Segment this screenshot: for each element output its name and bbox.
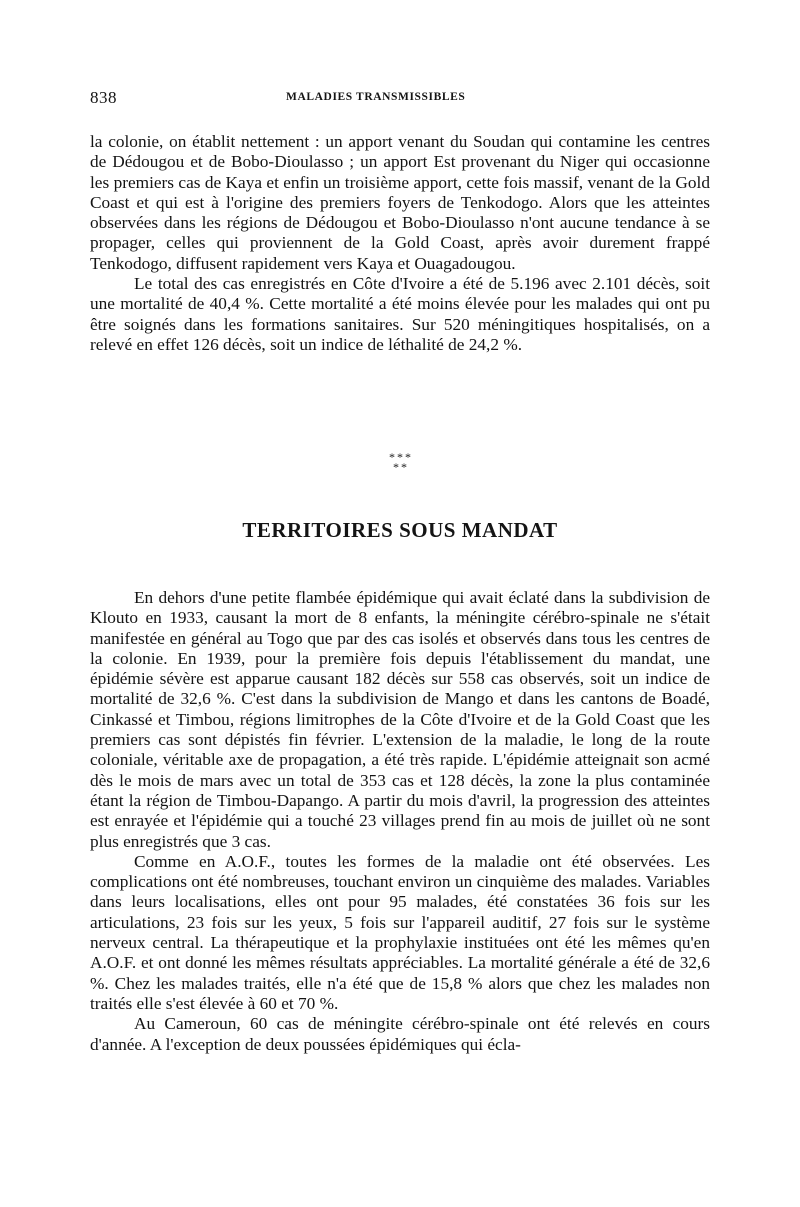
section-text-block [90, 588, 710, 1055]
continued-text-block [90, 132, 710, 355]
paragraph-colonie-apports: la colonie, on établit nettement : un apport venant du Soudan qui contamine les centres de Dédougou et de Bobo-Dioulasso ; un apport Est provenant du Niger qui occasionne les premiers cas de Kaya et enfin un troisième apport, cette fois massif, venant de la Gold Coast et qui est à l'origine des premiers foyers de Tenkodogo. Alors que les atteintes observées dans les régions de Dédougou et Bobo-Dioulasso n'ont aucune tendance à se propager, celles qui proviennent de la Gold Coast, après avoir durement frappé Tenkodogo, diffusent rapidement vers Kaya et Ouagadougou. [90, 132, 710, 273]
running-title: MALADIES TRANSMISSIBLES [286, 91, 466, 103]
asterism-ornament [384, 452, 418, 482]
asterism-bottom-row: ** [393, 460, 409, 474]
paragraph-togo-epidemie: En dehors d'une petite flambée épidémique qui avait éclaté dans la subdivision de Klouto en 1933, causant la mort de 8 enfants, la méningite cérébro-spinale ne s'était manifestée en général au Togo que par des cas isolés et observés dans tous les centres de la colonie. En 1939, pour la première fois depuis l'établissement du mandat, une épidémie sévère est apparue causant 182 décès sur 558 cas observés, soit un indice de mortalité de 32,6 %. C'est dans la subdivision de Mango et dans les cantons de Boadé, Cinkassé et Timbou, régions limitrophes de la Côte d'Ivoire et de la Gold Coast que les premiers cas sont dépistés fin février. L'extension de la maladie, le long de la route coloniale, véritable axe de propagation, a été très rapide. L'épidémie atteignait son acmé dès le mois de mars avec un total de 353 cas et 128 décès, la zone la plus contaminée étant la région de Timbou-Dapango. A partir du mois d'avril, la progression des atteintes est enrayée et l'épidémie qui a touché 23 villages prend fin au mois de juillet où ne sont plus enregistrés que 3 cas. [90, 588, 710, 851]
paragraph-complications: Comme en A.O.F., toutes les formes de la maladie ont été observées. Les complications ont été nombreuses, touchant environ un cinquième des malades. Variables dans leurs localisations, elles ont pour 95 malades, été constatées 36 fois sur les articulations, 23 fois sur les yeux, 5 fois sur l'appareil auditif, 27 fois sur le système nerveux central. La thérapeutique et la prophylaxie instituées ont été les mêmes qu'en A.O.F. et ont donné les mêmes résultats appréciables. La mortalité générale a été de 32,6 %. Chez les malades traités, elle n'a été que de 15,8 % alors que chez les malades non traités elle s'est élevée à 60 et 70 %. [90, 851, 710, 1013]
paragraph-cote-ivoire-total: Le total des cas enregistrés en Côte d'Ivoire a été de 5.196 avec 2.101 décès, soit une mortalité de 40,4 %. Cette mortalité a été moins élevée pour les malades qui ont pu être soignés dans les formations sanitaires. Sur 520 méningitiques hospitalisés, on a relevé en effet 126 décès, soit un indice de léthalité de 24,2 %. [90, 274, 710, 354]
paragraph-cameroun: Au Cameroun, 60 cas de méningite cérébro-spinale ont été relevés en cours d'année. A l'exception de deux poussées épidémiques qui écla- [90, 1014, 710, 1054]
page-number: 838 [90, 88, 117, 107]
section-heading: TERRITOIRES SOUS MANDAT [242, 518, 558, 542]
asterism-top-row: *** [389, 450, 413, 464]
running-head [90, 88, 710, 112]
